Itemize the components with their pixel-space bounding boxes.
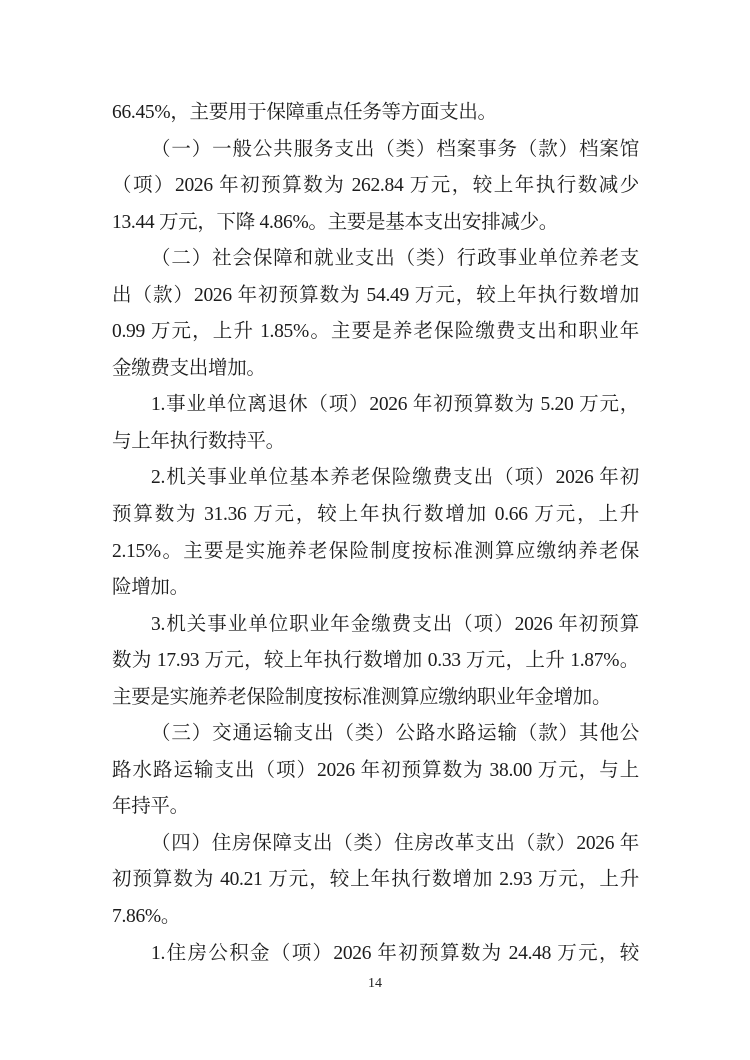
text-line: （三）交通运输支出（类）公路水路运输（款）其他公 xyxy=(151,723,639,745)
text-line: 路水路运输支出（项）2026 年初预算数为 38.00 万元，与上 xyxy=(112,759,639,781)
text-line: 1.事业单位离退休（项）2026 年初预算数为 5.20 万元， xyxy=(151,394,639,416)
text-line: 3.机关事业单位职业年金缴费支出（项）2026 年初预算 xyxy=(151,613,639,635)
document-body xyxy=(112,95,639,972)
text-line: 年持平。 xyxy=(112,796,189,818)
text-line: 主要是实施养老保险制度按标准测算应缴纳职业年金增加。 xyxy=(112,686,612,708)
text-line: 2.15%。主要是实施养老保险制度按标准测算应缴纳养老保 xyxy=(112,540,639,562)
text-line: 金缴费支出增加。 xyxy=(112,357,266,379)
text-line: （二）社会保障和就业支出（类）行政事业单位养老支 xyxy=(151,248,639,270)
text-line: 2.机关事业单位基本养老保险缴费支出（项）2026 年初 xyxy=(151,467,639,489)
text-line: 初预算数为 40.21 万元，较上年执行数增加 2.93 万元，上升 xyxy=(112,869,639,891)
page-number: 14 xyxy=(368,976,382,991)
text-line: 预算数为 31.36 万元，较上年执行数增加 0.66 万元，上升 xyxy=(112,504,639,526)
text-line: （一）一般公共服务支出（类）档案事务（款）档案馆 xyxy=(151,138,639,160)
text-line: 66.45%，主要用于保障重点任务等方面支出。 xyxy=(112,102,497,123)
text-line: （项）2026 年初预算数为 262.84 万元，较上年执行数减少 xyxy=(112,175,639,197)
text-line: 0.99 万元，上升 1.85%。主要是养老保险缴费支出和职业年 xyxy=(112,321,639,343)
text-line: 与上年执行数持平。 xyxy=(112,430,285,452)
text-line: 13.44 万元，下降 4.86%。主要是基本支出安排减少。 xyxy=(112,211,558,233)
text-line: 7.86%。 xyxy=(112,906,181,928)
text-line: 数为 17.93 万元，较上年执行数增加 0.33 万元，上升 1.87%。 xyxy=(112,650,639,672)
text-line: 险增加。 xyxy=(112,577,189,599)
text-line: 出（款）2026 年初预算数为 54.49 万元，较上年执行数增加 xyxy=(112,284,639,306)
text-line: 1.住房公积金（项）2026 年初预算数为 24.48 万元，较 xyxy=(151,942,639,964)
text-line: （四）住房保障支出（类）住房改革支出（款）2026 年 xyxy=(151,832,639,854)
